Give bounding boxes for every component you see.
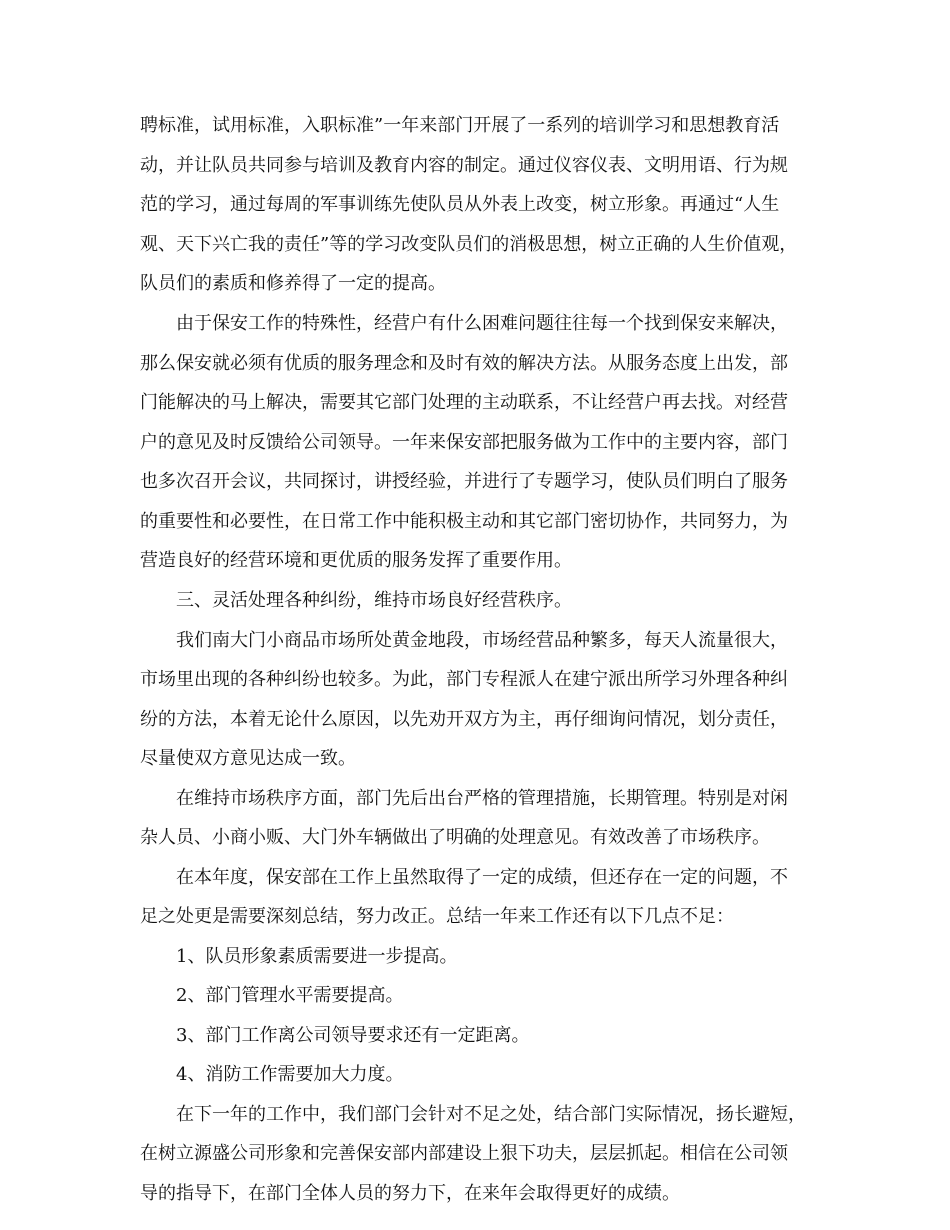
- list-item: 4、消防工作需要加大力度。: [176, 1064, 404, 1085]
- text-line: 在本年度，保安部在工作上虽然取得了一定的成绩，但还存在一定的问题，不: [176, 867, 788, 888]
- text-line: 导的指导下，在部门全体人员的努力下，在来年会取得更好的成绩。: [140, 1183, 680, 1204]
- text-line: 观、天下兴亡我的责任”等的学习改变队员们的消极思想，树立正确的人生价值观，: [140, 234, 798, 255]
- text-line: 也多次召开会议，共同探讨，讲授经验，并进行了专题学习，使队员们明白了服务: [140, 471, 788, 492]
- text-line: 动，并让队员共同参与培训及教育内容的制定。通过仪容仪表、文明用语、行为规: [140, 155, 788, 176]
- text-line: 范的学习，通过每周的军事训练先使队员从外表上改变，树立形象。再通过“人生: [140, 194, 780, 215]
- text-line: 那么保安就必须有优质的服务理念和及时有效的解决方法。从服务态度上出发，部: [140, 353, 788, 374]
- text-line: 门能解决的马上解决，需要其它部门处理的主动联系，不让经营户再去找。对经营: [140, 392, 788, 413]
- text-line: 户的意见及时反馈给公司领导。一年来保安部把服务做为工作中的主要内容，部门: [140, 432, 788, 453]
- text-line: 的重要性和必要性，在日常工作中能积极主动和其它部门密切协作，共同努力，为: [140, 511, 788, 532]
- list-item: 2、部门管理水平需要提高。: [176, 985, 404, 1006]
- text-line: 市场里出现的各种纠纷也较多。为此，部门专程派人在建宁派出所学习外理各种纠: [140, 669, 788, 690]
- list-item: 1、队员形象素质需要进一步提高。: [176, 946, 458, 967]
- text-line: 聘标准，试用标准，入职标准”一年来部门开展了一系列的培训学习和思想教育活: [140, 115, 780, 136]
- text-line: 在下一年的工作中，我们部门会针对不足之处，结合部门实际情况，扬长避短，: [176, 1104, 806, 1125]
- text-line: 营造良好的经营环境和更优质的服务发挥了重要作用。: [140, 550, 572, 571]
- text-line: 足之处更是需要深刻总结，努力改正。总结一年来工作还有以下几点不足：: [140, 906, 734, 927]
- list-item: 3、部门工作离公司领导要求还有一定距离。: [176, 1025, 530, 1046]
- text-line: 纷的方法，本着无论什么原因，以先劝开双方为主，再仔细询问情况，划分责任，: [140, 709, 788, 730]
- text-line: 尽量使双方意见达成一致。: [140, 748, 356, 769]
- text-line: 队员们的素质和修养得了一定的提高。: [140, 273, 446, 294]
- text-line: 在树立源盛公司形象和完善保安部内部建设上狠下功夫，层层抓起。相信在公司领: [140, 1143, 788, 1164]
- section-heading: 三、灵活处理各种纠纷，维持市场良好经营秩序。: [176, 590, 572, 611]
- text-line: 杂人员、小商小贩、大门外车辆做出了明确的处理意见。有效改善了市场秩序。: [140, 827, 770, 848]
- text-line: 由于保安工作的特殊性，经营户有什么困难问题往往每一个找到保安来解决，: [176, 313, 788, 334]
- text-line: 在维持市场秩序方面，部门先后出台严格的管理措施，长期管理。特别是对闲: [176, 788, 788, 809]
- text-line: 我们南大门小商品市场所处黄金地段，市场经营品种繁多，每天人流量很大，: [176, 630, 788, 651]
